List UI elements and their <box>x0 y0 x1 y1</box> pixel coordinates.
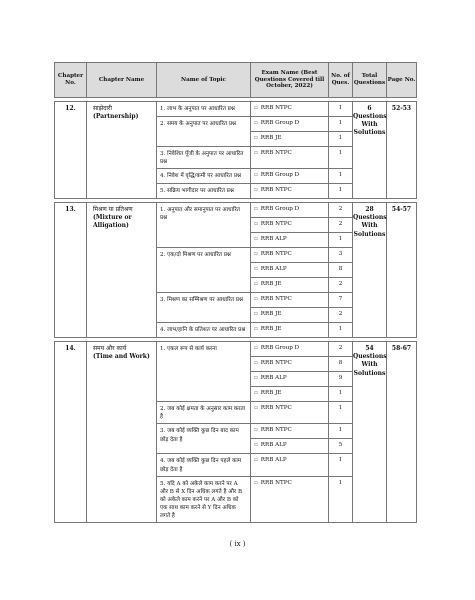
exam-name-text: RRB JE <box>260 281 282 288</box>
question-count: 8 <box>329 263 353 278</box>
header-page: Page No. <box>387 63 417 98</box>
exam-name-text: RRB ALP <box>260 375 287 382</box>
exam-name <box>251 248 329 263</box>
header-row <box>55 63 417 98</box>
bullet-icon: ▫ <box>254 326 258 333</box>
exam-name-text: RRB Group D <box>260 120 300 126</box>
question-count: 2 <box>329 308 353 323</box>
bullet-icon: ▫ <box>254 251 258 258</box>
exam-name <box>251 454 329 476</box>
chapter-name-english: (Partnership) <box>93 112 139 120</box>
question-count: 1 <box>329 132 353 147</box>
question-count: 2 <box>329 278 353 293</box>
chapter-name-hindi: मिश्रण या प्रतिश्रण <box>93 206 133 214</box>
chapter-name-hindi: साझेदारी <box>93 105 112 112</box>
question-count: 3 <box>329 248 353 263</box>
exam-name <box>251 342 329 357</box>
question-count: 1 <box>329 169 353 184</box>
chapter-name-hindi: समय और कार्य <box>93 345 127 353</box>
question-count: 8 <box>329 357 353 372</box>
topic-name: 1. लाभ के अनुपात पर आधारित प्रश्न <box>157 102 251 117</box>
bullet-icon: ▫ <box>254 172 258 179</box>
exam-name-text: RRB ALP <box>260 266 287 273</box>
exam-name-text: RRB ALP <box>260 457 287 464</box>
question-count: 1 <box>329 424 353 439</box>
topic-name: 1. एकल रूप से कार्य करना <box>157 342 251 402</box>
topic-name: 1. अनुपात और समानुपात पर आधारित प्रश्न <box>157 203 251 248</box>
exam-name-text: RRB JE <box>260 390 282 397</box>
question-count: 2 <box>329 218 353 233</box>
topic-name: 4. लाभ/हानि के प्रतिशत पर आधारित प्रश्न <box>157 323 251 338</box>
bullet-icon: ▫ <box>254 390 258 397</box>
bullet-icon: ▫ <box>254 296 258 303</box>
page-range: 52-53 <box>387 102 417 199</box>
exam-name <box>251 357 329 372</box>
topic-name: 4. निवेश में वृद्धि/कमी पर आधारित प्रश्न <box>157 169 251 184</box>
contents-table <box>54 62 417 523</box>
exam-name <box>251 278 329 293</box>
exam-name-text: RRB NTPC <box>260 251 292 258</box>
exam-name-text: RRB NTPC <box>260 360 292 367</box>
chapter-number: 14. <box>55 342 87 523</box>
header-topic: Name of Topic <box>157 63 251 98</box>
bullet-icon: ▫ <box>254 105 258 111</box>
question-count: 1 <box>329 323 353 338</box>
question-count: 1 <box>329 387 353 402</box>
exam-name-text: RRB NTPC <box>260 479 292 486</box>
exam-name <box>251 439 329 454</box>
header-chapter-name: Chapter Name <box>87 63 157 98</box>
exam-name-text: RRB Group D <box>260 345 300 352</box>
exam-name <box>251 402 329 424</box>
total-questions: 28 Questions With Solutions <box>353 203 387 338</box>
exam-name-text: RRB JE <box>260 135 282 141</box>
bullet-icon: ▫ <box>254 375 258 382</box>
question-count: 1 <box>329 233 353 248</box>
question-count: 1 <box>329 102 353 117</box>
exam-name-text: RRB JE <box>260 311 282 318</box>
exam-name-text: RRB NTPC <box>260 296 292 303</box>
bullet-icon: ▫ <box>254 236 258 243</box>
topic-name: 2. एक/दो मिश्रण पर आधारित प्रश्न <box>157 248 251 293</box>
bullet-icon: ▫ <box>254 457 258 464</box>
exam-name <box>251 424 329 439</box>
exam-name-text: RRB ALP <box>260 236 287 243</box>
exam-name-text: RRB NTPC <box>260 150 292 156</box>
table-row <box>55 342 417 357</box>
question-count: 1 <box>329 476 353 523</box>
bullet-icon: ▫ <box>254 281 258 288</box>
header-exam-name: Exam Name (Best Questions Covered till October, 2022) <box>251 63 329 98</box>
topic-name: 2. समय के अनुपात पर आधारित प्रश्न <box>157 117 251 147</box>
exam-name <box>251 147 329 169</box>
bullet-icon: ▫ <box>254 120 258 126</box>
bullet-icon: ▫ <box>254 405 258 412</box>
topic-name: 3. निवेशित पूँजी के अनुपात पर आधारित प्रश्न <box>157 147 251 169</box>
question-count: 1 <box>329 402 353 424</box>
exam-name <box>251 169 329 184</box>
chapter-name-english: (Time and Work) <box>93 353 150 361</box>
chapter-name <box>87 203 157 338</box>
question-count: 7 <box>329 293 353 308</box>
bullet-icon: ▫ <box>254 479 258 486</box>
chapter-number: 12. <box>55 102 87 199</box>
exam-name-text: RRB Group D <box>260 172 300 179</box>
exam-name <box>251 372 329 387</box>
bullet-icon: ▫ <box>254 311 258 318</box>
bullet-icon: ▫ <box>254 135 258 141</box>
exam-name <box>251 387 329 402</box>
bullet-icon: ▫ <box>254 266 258 273</box>
bullet-icon: ▫ <box>254 427 258 434</box>
topic-name: 3. जब कोई व्यक्ति कुछ दिन बाद काम छोड़ देता है <box>157 424 251 454</box>
header-ques: No. of Ques. <box>329 63 353 98</box>
exam-name <box>251 184 329 199</box>
table-row <box>55 203 417 218</box>
chapter-name <box>87 342 157 523</box>
exam-name <box>251 476 329 523</box>
exam-name <box>251 102 329 117</box>
exam-name <box>251 218 329 233</box>
total-questions: 6 Questions With Solutions <box>353 102 387 199</box>
question-count: 2 <box>329 203 353 218</box>
exam-name <box>251 293 329 308</box>
bullet-icon: ▫ <box>254 150 258 156</box>
question-count: 1 <box>329 454 353 476</box>
chapter-name-english: (Mixture or Alligation) <box>93 214 132 229</box>
exam-name-text: RRB NTPC <box>260 427 292 434</box>
exam-name-text: RRB NTPC <box>260 405 292 412</box>
page-range: 54-57 <box>387 203 417 338</box>
header-chapter-no: Chapter No. <box>55 63 87 98</box>
chapter-number: 13. <box>55 203 87 338</box>
bullet-icon: ▫ <box>254 221 258 228</box>
bullet-icon: ▫ <box>254 360 258 367</box>
bullet-icon: ▫ <box>254 345 258 352</box>
topic-name: 4. जब कोई व्यक्ति कुछ दिन पहले काम छोड़ देता है <box>157 454 251 476</box>
exam-name <box>251 203 329 218</box>
bullet-icon: ▫ <box>254 187 258 194</box>
page-range: 58-67 <box>387 342 417 523</box>
exam-name <box>251 308 329 323</box>
bullet-icon: ▫ <box>254 206 258 213</box>
exam-name <box>251 323 329 338</box>
exam-name-text: RRB NTPC <box>260 187 292 194</box>
exam-name <box>251 233 329 248</box>
header-total: Total Questions <box>353 63 387 98</box>
exam-name <box>251 132 329 147</box>
question-count: 1 <box>329 117 353 132</box>
total-questions: 54 Questions With Solutions <box>353 342 387 523</box>
topic-name: 5. सक्रिय भागीदार पर आधारित प्रश्न <box>157 184 251 199</box>
topic-name: 5. यदि A को अकेले काम करने पर A और B से X दिन अधिक लगते है और B को अकेले काम करने पर A और B को एक साथ काम करने से Y दिन अधिक लगते है <box>157 476 251 523</box>
chapter-name <box>87 102 157 199</box>
question-count: 2 <box>329 342 353 357</box>
question-count: 1 <box>329 147 353 169</box>
question-count: 9 <box>329 372 353 387</box>
topic-name: 2. जब कोई क्षमता के अनुसार काम करता है <box>157 402 251 424</box>
exam-name-text: RRB Group D <box>260 206 300 213</box>
table-row <box>55 102 417 117</box>
bullet-icon: ▫ <box>254 442 258 449</box>
question-count: 5 <box>329 439 353 454</box>
exam-name-text: RRB ALP <box>260 442 287 449</box>
exam-name-text: RRB NTPC <box>260 221 292 228</box>
page-number: ( ix ) <box>229 540 246 548</box>
table-body <box>55 98 417 523</box>
exam-name <box>251 117 329 132</box>
exam-name <box>251 263 329 278</box>
exam-name-text: RRB NTPC <box>260 105 292 111</box>
exam-name-text: RRB JE <box>260 326 282 333</box>
topic-name: 3. मिश्रण का सम्मिश्रण पर आधारित प्रश्न <box>157 293 251 323</box>
question-count: 1 <box>329 184 353 199</box>
